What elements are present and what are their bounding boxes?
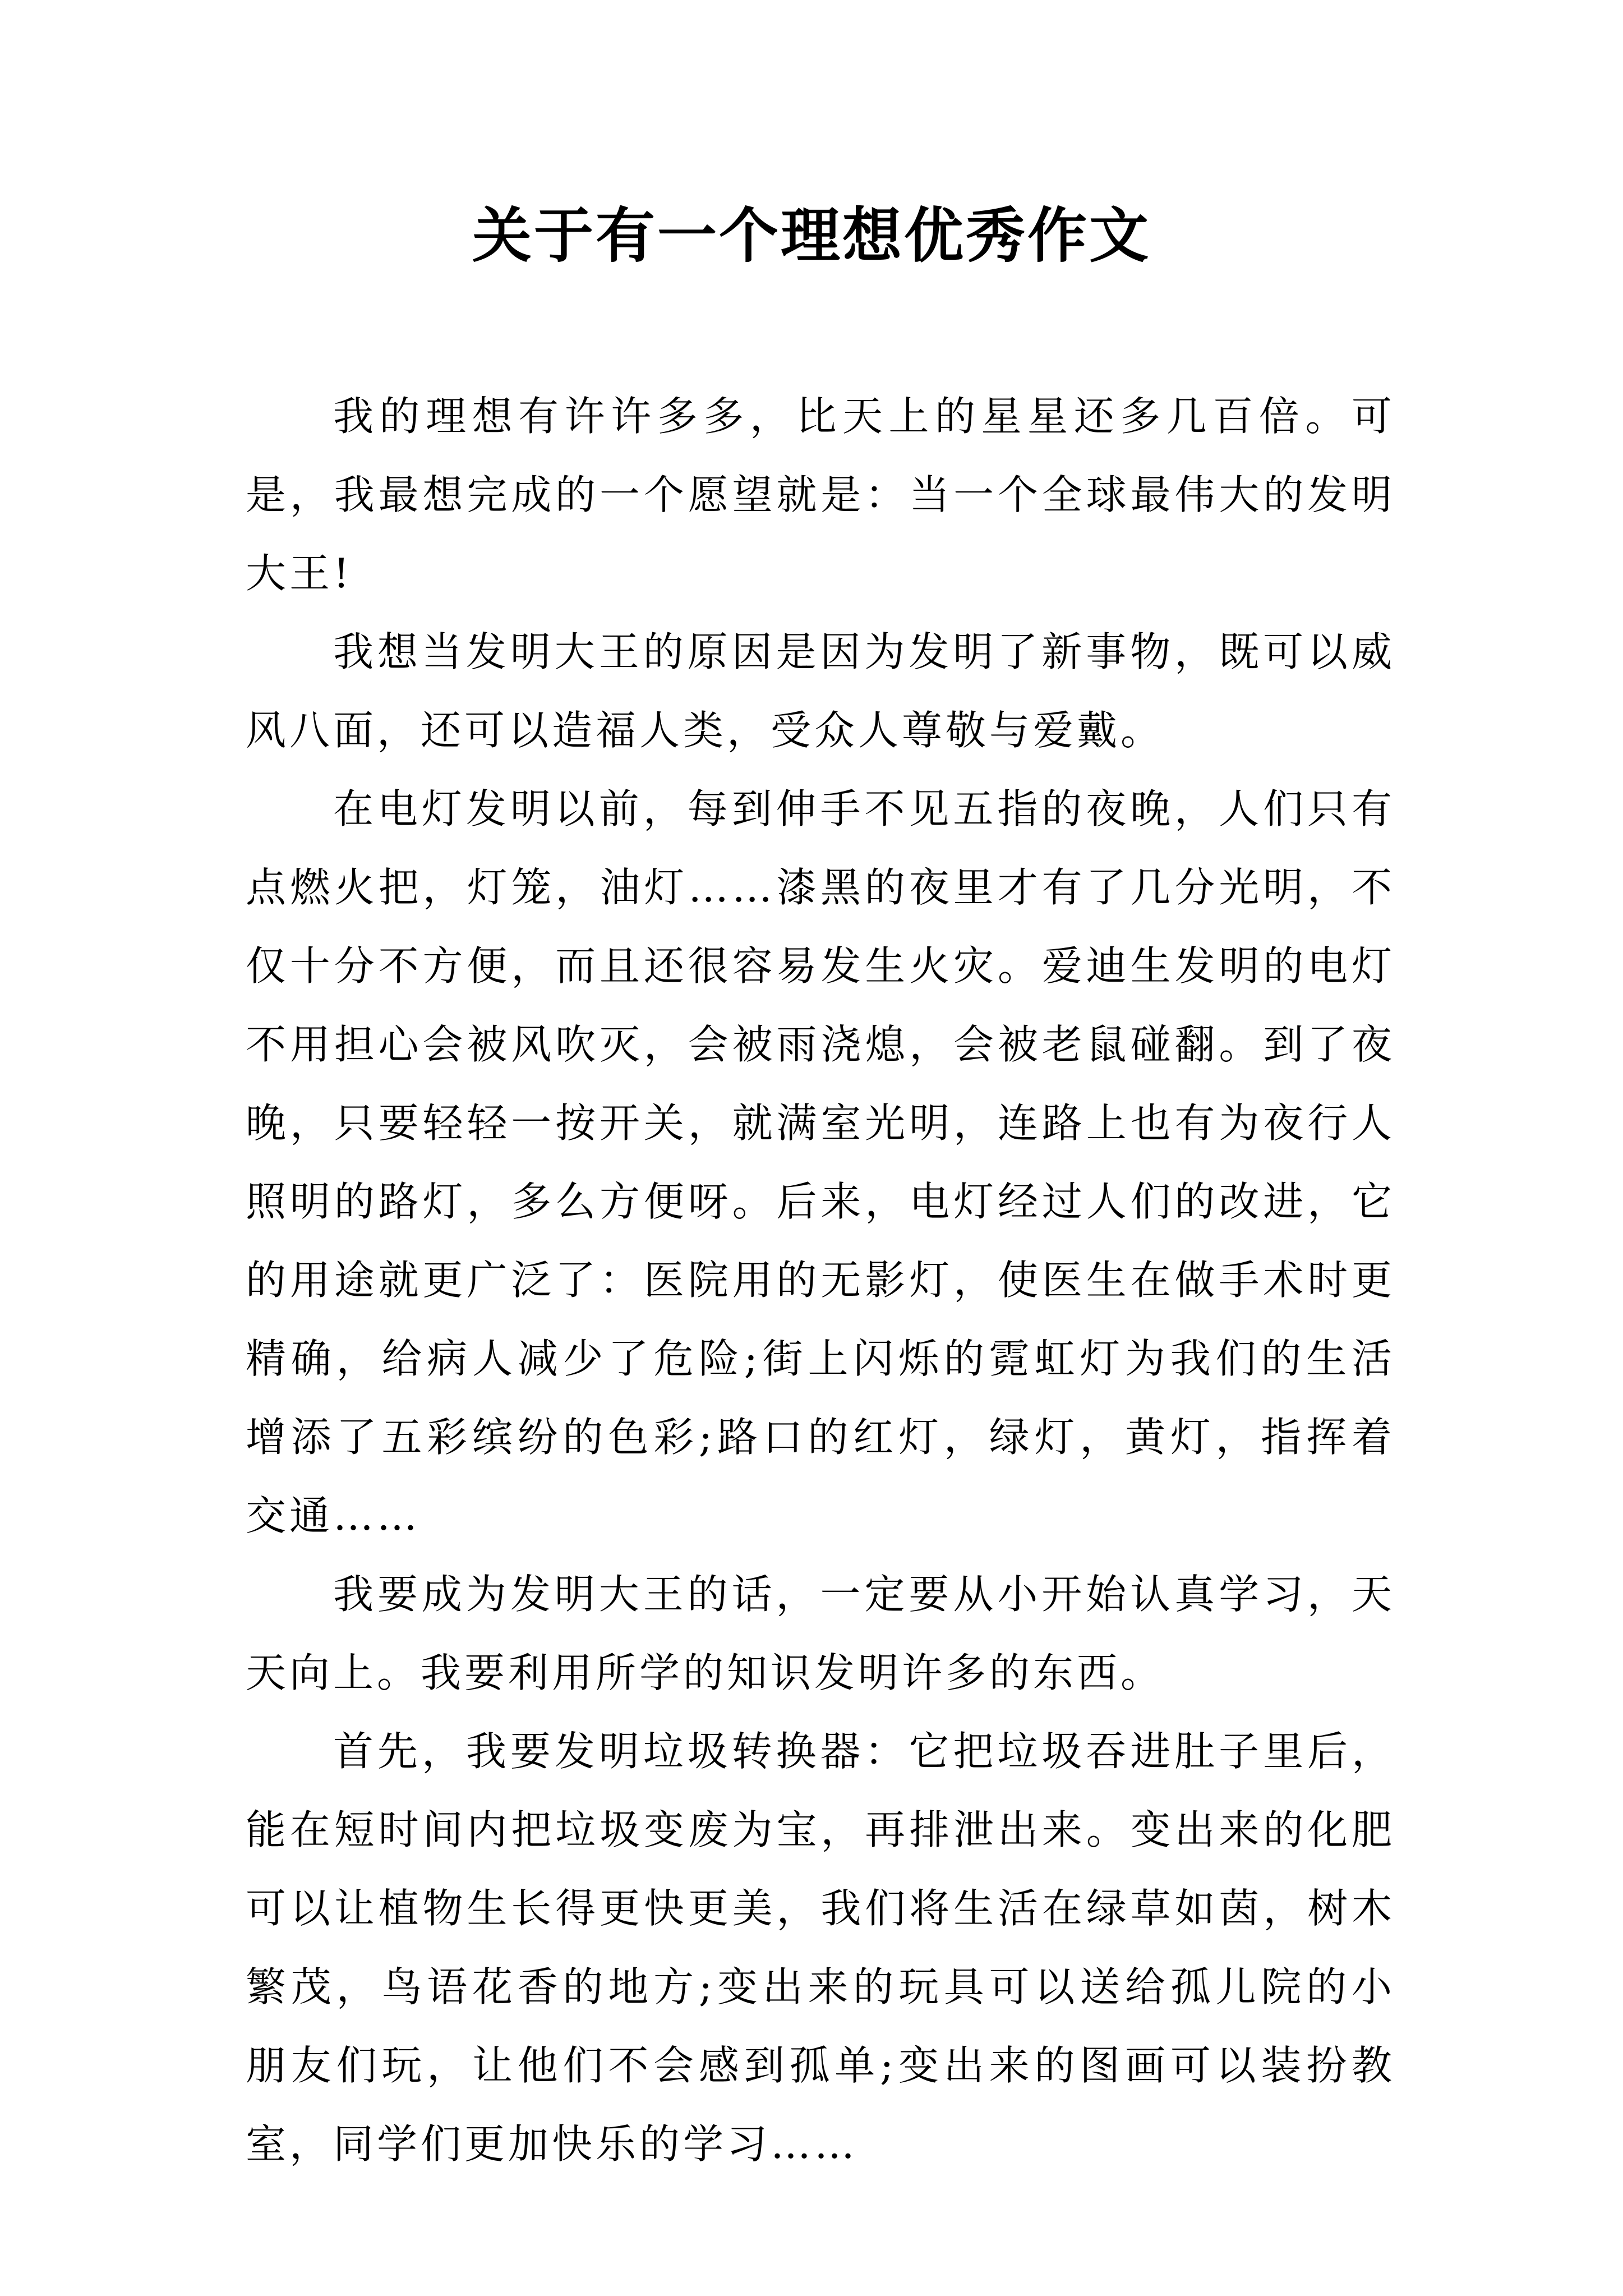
paragraph-2: 我想当发明大王的原因是因为发明了新事物，既可以威风八面，还可以造福人类，受众人尊敬与爱戴。 (246, 628, 1395, 754)
document-body (246, 377, 1395, 2183)
paragraph-1: 我的理想有许许多多，比天上的星星还多几百倍。可是，我最想完成的一个愿望就是：当一个全球最伟大的发明大王! (246, 393, 1395, 597)
document-title: 关于有一个理想优秀作文 (472, 200, 1151, 270)
paragraph-4: 我要成为发明大王的话，一定要从小开始认真学习，天天向上。我要利用所学的知识发明许多的东西。 (246, 1571, 1395, 1696)
paragraph-5: 首先，我要发明垃圾转换器：它把垃圾吞进肚子里后，能在短时间内把垃圾变废为宝，再排泄出来。变出来的化肥可以让植物生长得更快更美，我们将生活在绿草如茵，树木繁茂，鸟语花香的地方;变出来的玩具可以送给孤儿院的小朋友们玩，让他们不会感到孤单;变出来的图画可以装扮教室，同学们更加快乐的学习…… (246, 1728, 1395, 2168)
paragraph-3: 在电灯发明以前，每到伸手不见五指的夜晚，人们只有点燃火把，灯笼，油灯……漆黑的夜里才有了几分光明，不仅十分不方便，而且还很容易发生火灾。爱迪生发明的电灯不用担心会被风吹灭，会被雨浇熄，会被老鼠碰翻。到了夜晚，只要轻轻一按开关，就满室光明，连路上也有为夜行人照明的路灯，多么方便呀。后来，电灯经过人们的改进，它的用途就更广泛了：医院用的无影灯，使医生在做手术时更精确，给病人减少了危险;街上闪烁的霓虹灯为我们的生活增添了五彩缤纷的色彩;路口的红灯，绿灯，黄灯，指挥着交通…… (246, 785, 1395, 1539)
